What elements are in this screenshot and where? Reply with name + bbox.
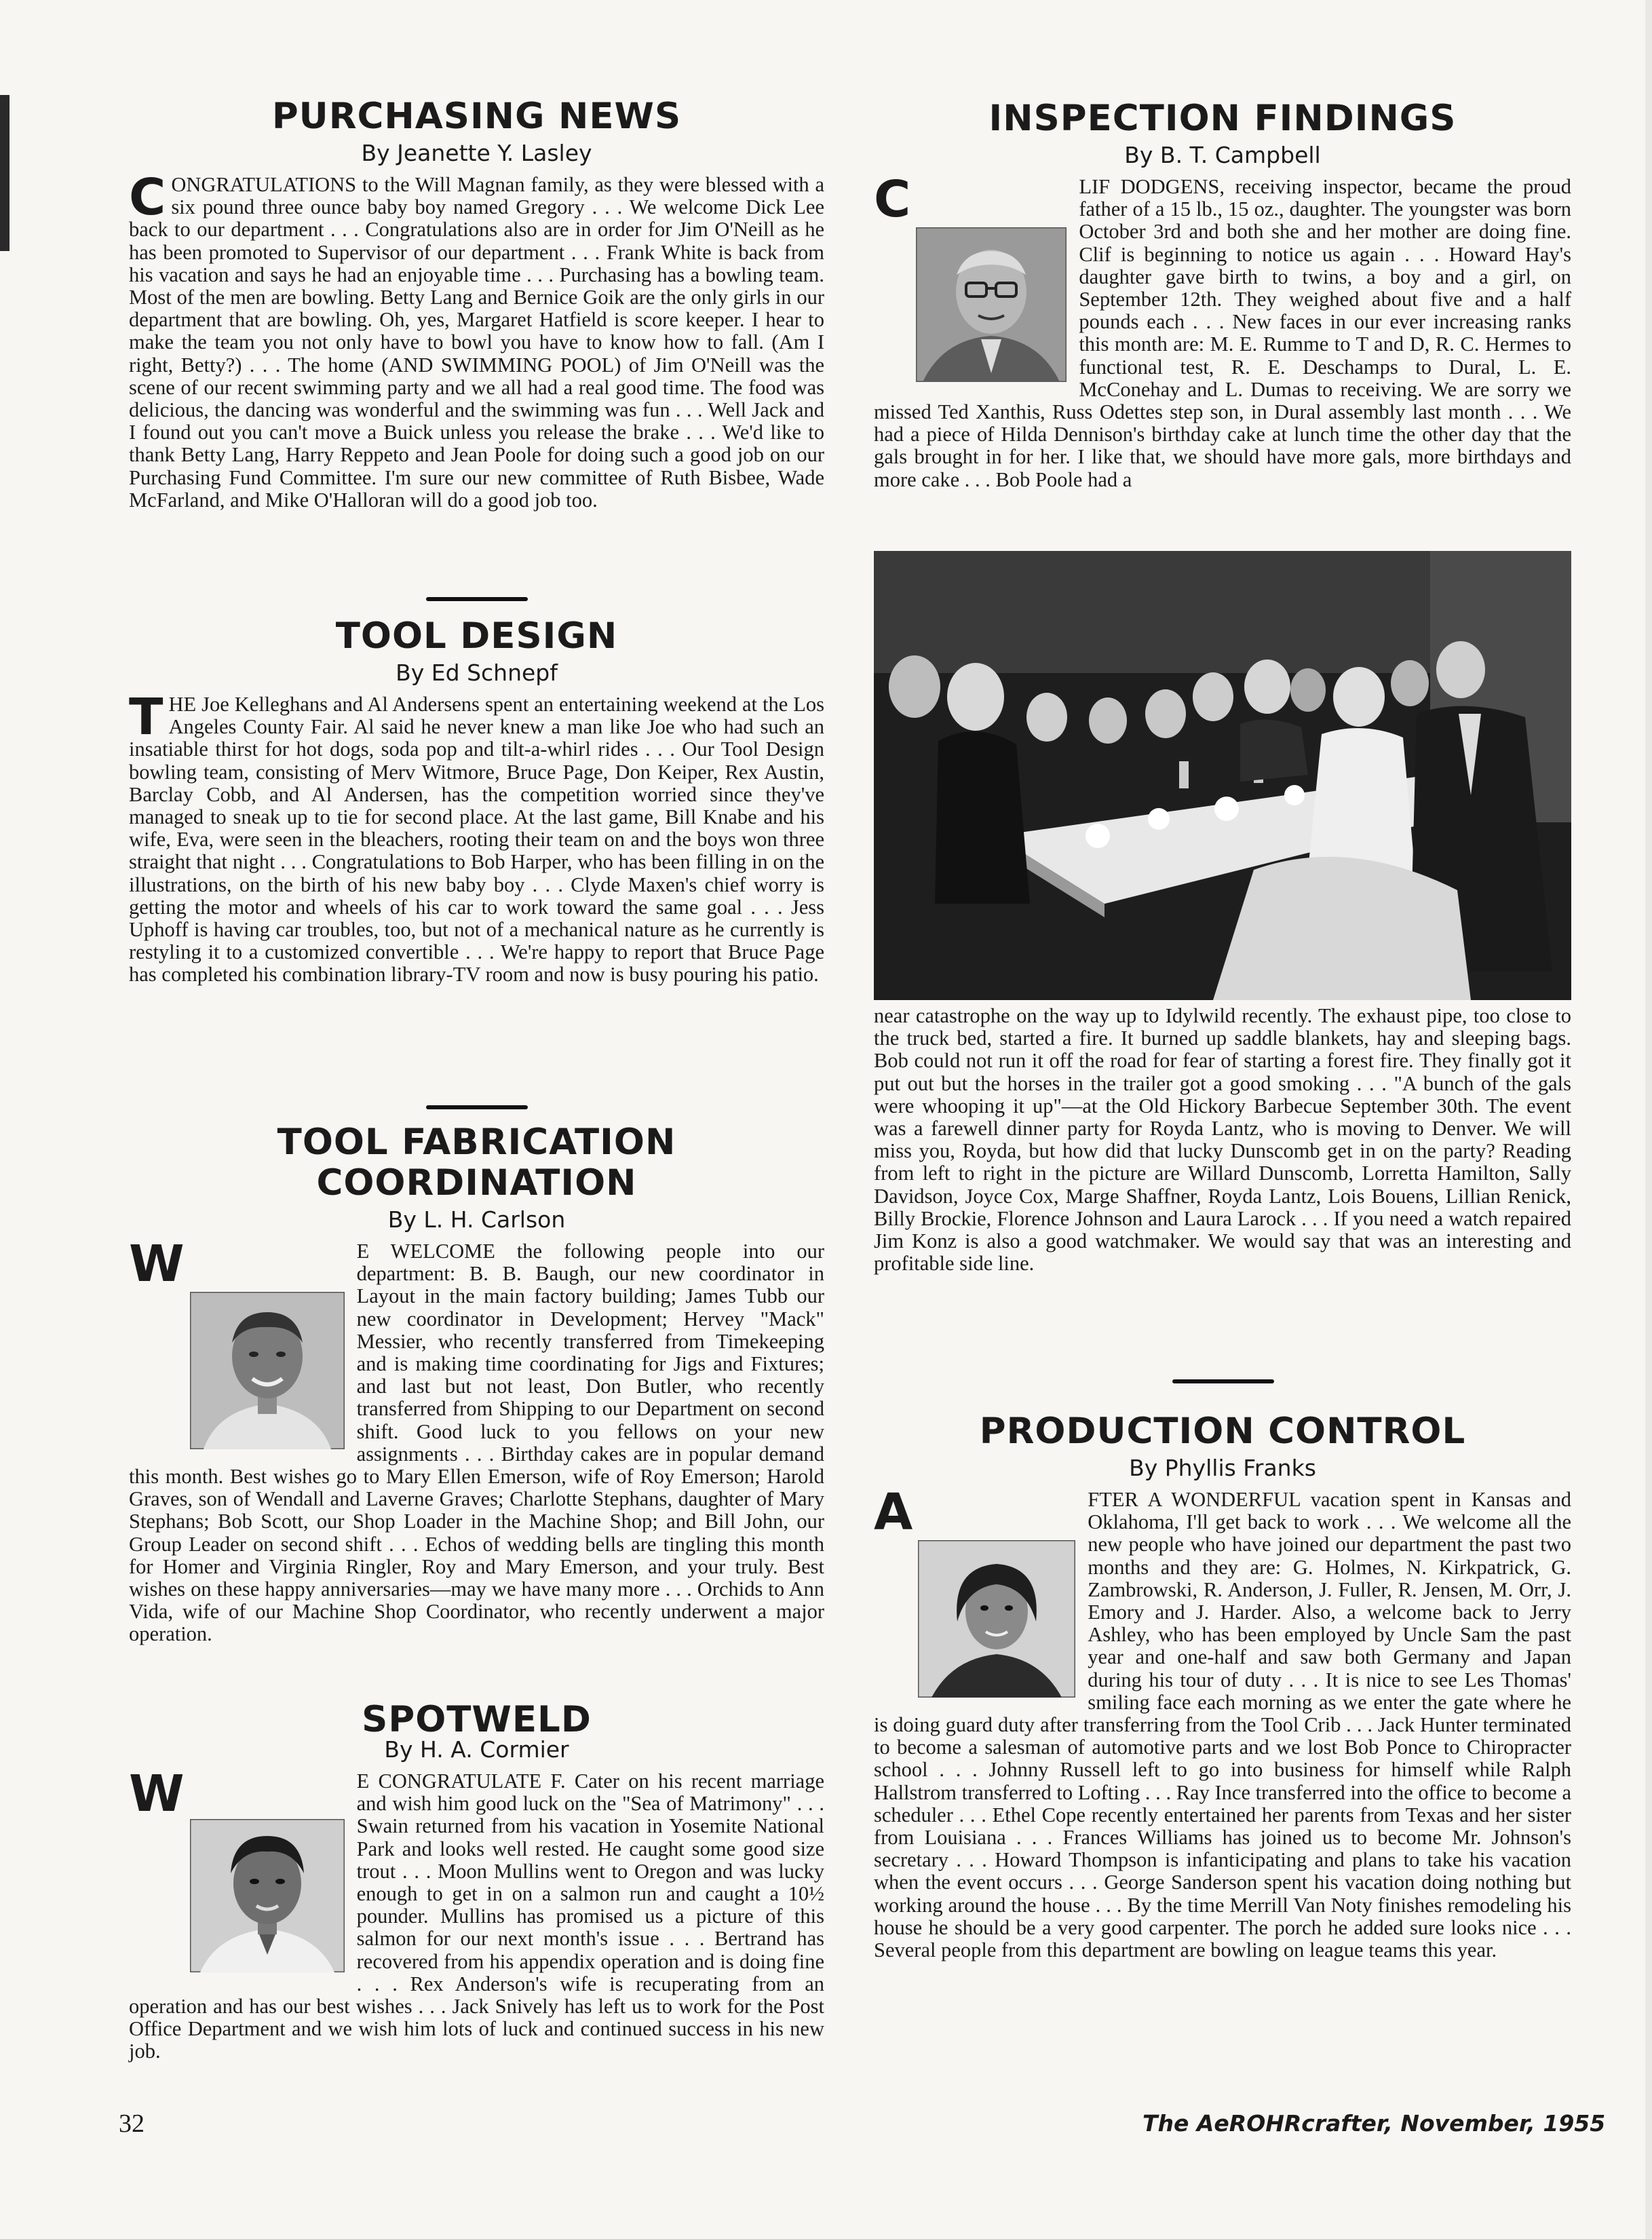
production-control-byline: By Phyllis Franks xyxy=(1129,1455,1316,1481)
production-control-body xyxy=(874,1483,1571,1962)
dropcap: W xyxy=(129,1235,185,1293)
tool-design-text: HE Joe Kelleghans and Al Andersens spent an entertaining weekend at the Los Angeles County Fair. Al said he never knew a man like Joe who had such an insatiable thirst for hot dogs, soda pop and tilt-a-whirl rides . . . Our Tool Design bowling team, consisting of Merv Witmore, Bruce Page, Don Keiper, Rex Austin, Barclay Cobb, and Al Andersen, has the competition worried since they've managed to sneak up to tie for second place. At the last game, Bill Knabe and his wife, Eva, were seen in the bleachers, rooting their team on and the boys won three straight that night . . . Congratulations to Bob Harper, who has been filling in on the illustrations, on the birth of his new baby boy . . . Clyde Maxen's chief worry is getting the motor and wheels of his car to work toward the same goal . . . Jess Uphoff is having car troubles, too, but not of a mechanical nature as he currently is restyling it to a customized convertible . . . We're happy to report that Bruce Page has completed his combination library-TV room and now is busy pouring his patio. xyxy=(129,693,824,987)
portrait-man-smiling-image xyxy=(190,1292,345,1449)
portrait-photo xyxy=(190,1292,345,1449)
inspection-findings-body xyxy=(874,170,1571,491)
production-control-text: FTER A WONDERFUL vacation spent in Kansas and Oklahoma, I'll get back to work . . . We welcome all the new people who have joined our department the past two months and they are: G. Holmes, N. Kirkpatrick, G. Zambrowski, R. Anderson, J. Fuller, R. Jensen, M. Orr, J. Emory and J. Harder. Also, a welcome back to Jerry Ashley, who has been employed by Uncle Sam the past year and one-half and saw both Germany and Japan during his tour of duty . . . It is nice to see Les Thomas' smiling face each morning as we enter the gate where he is doing guard duty after transferring from the Tool Crib . . . Jack Hunter terminated to become a salesman of automotive parts and we lost Bob Ponce to Chiropracter school . . . Johnny Russell left to go into business for himself while Ralph Hallstrom transferred to Lofting . . . Ray Ince transferred into the office to become a scheduler . . . Ethel Cope recently entertained her parents from Texas and her sister from Louisiana . . . Frances Williams has joined us to become Mr. Johnson's secretary . . . Howard Thompson is infanticipating and plans to take his vacation when the event occurs . . . George Sanderson spent his vacation doing nothing but working around the house . . . By the time Merrill Van Noty finishes remodeling his house he should be a very good carpenter. The porch he added sure looks nice . . . Several people from this department are bowling on league teams this year. xyxy=(874,1488,1571,1962)
tool-fabrication-section xyxy=(129,1122,824,1646)
dropcap: T xyxy=(129,688,164,746)
dropcap: C xyxy=(874,170,911,229)
spotweld-text: E CONGRATULATE F. Cater on his recent marriage and wish him good luck on the "Sea of Matrimony" . . . Swain returned from his vacation in Yosemite National Park and looks well rested. He caught some good size trout . . . Moon Mullins went to Oregon and was lucky enough to get in on a salmon run and caught a 10½ pounder. Mullins has promised us a picture of this salmon for our next month's issue . . . Bertrand has recovered from his appendix operation and is doing fine . . . Rex Anderson's wife is recuperating from an operation and has our best wishes . . . Jack Snively has left us to work for the Post Office Department and we wish him lots of luck and continued success in his new job. xyxy=(129,1769,824,2063)
inspection-findings-continued xyxy=(874,1005,1571,1275)
purchasing-news-body xyxy=(129,168,824,512)
tool-fabrication-heading-line1: TOOL FABRICATION xyxy=(277,1122,676,1163)
purchasing-news-byline: By Jeanette Y. Lasley xyxy=(361,140,592,166)
dropcap: W xyxy=(129,1765,185,1823)
portrait-photo xyxy=(190,1819,345,1972)
dropcap: A xyxy=(874,1483,913,1542)
tool-design-body xyxy=(129,688,824,987)
purchasing-news-heading: PURCHASING NEWS xyxy=(271,96,682,137)
tool-fabrication-text: E WELCOME the following people into our department: B. B. Baugh, our new coordinator in Layout in the main factory building; James Tubb our new coordinator in Development; Hervey "Mack" Messier, who recently transferred from Timekeeping and is making time coordinating for Jigs and Fixtures; and last but not least, Don Butler, who recently transferred from Shipping to our Department on second shift. Good luck to you fellows on your new assignments . . . Birthday cakes are in popular demand this month. Best wishes go to Mary Ellen Emerson, wife of Roy Emerson; Harold Graves, son of Wendall and Laverne Graves; Charlotte Stephans, daughter of Mary Stephans; Bob Scott, our Shop Loader in the Machine Shop; and Bill John, our Group Leader on second shift . . . Echos of wedding bells are tingling this month for Homer and Virginia Ringler, Roy and Mary Emerson, and your truly. Best wishes on these happy anniversaries—may we have many more . . . Orchids to Ann Vida, wife of our Machine Shop Coordinator, who recently underwent a major operation. xyxy=(129,1240,824,1646)
production-control-section xyxy=(874,1411,1571,1961)
tool-design-section xyxy=(129,616,824,987)
inspection-findings-byline: By B. T. Campbell xyxy=(1124,142,1321,168)
spotweld-body xyxy=(129,1765,824,2063)
portrait-photo xyxy=(916,227,1067,382)
spotweld-byline: By H. A. Cormier xyxy=(384,1736,569,1763)
group-photo xyxy=(874,551,1571,1000)
inspection-findings-section xyxy=(874,98,1571,491)
magazine-credit: The AeROHRcrafter, November, 1955 xyxy=(1142,2110,1606,2137)
portrait-photo xyxy=(918,1540,1075,1698)
scan-edge-left xyxy=(0,95,9,251)
section-divider xyxy=(1172,1379,1274,1383)
tool-fabrication-byline: By L. H. Carlson xyxy=(387,1206,566,1233)
inspection-findings-text-part1: LIF DODGENS, receiving inspector, became the proud father of a 15 lb., 15 oz., daughter. The youngster was born October 3rd and both she and her mother are doing fine. Clif is beginning to notice us again . . . Howard Hay's daughter gave birth to twins, a boy and a girl, on September 12th. They weighed about five and a half pounds each . . . New faces in our ever increasing ranks this month are: M. E. Rumme to T and D, R. C. Hermes to functional test, R. E. Deschamps to Dural, L. E. McConehay and L. Dumas to receiving. We are sorry we missed Ted Xanthis, Russ Odettes step son, in Dural assembly last month . . . We had a piece of Hilda Dennison's birthday cake at lunch time the other day that the gals brought in for her. I like that, we should have more gals, more birthdays and more cake . . . Bob Poole had a xyxy=(874,175,1571,491)
page-number: 32 xyxy=(119,2109,145,2138)
inspection-findings-text-part2: near catastrophe on the way up to Idylwild recently. The exhaust pipe, too close to the truck bed, started a fire. It burned up saddle blankets, hay and sleeping bags. Bob could not run it off the road for fear of starting a forest fire. They finally got it put out but the horses in the trailer got a good smoking . . . "A bunch of the gals were whooping it up"—at the Old Hickory Barbecue September 30th. The event was a farewell dinner party for Royda Lantz, who is moving to Denver. We will miss you, Royda, but how did that lucky Dunscomb get in on the party? Reading from left to right in the picture are Willard Dunscomb, Lorretta Hamilton, Sally Davidson, Joyce Cox, Marge Shaffner, Royda Lantz, Lois Bouens, Lillian Renick, Billy Brockie, Florence Johnson and Laura Larock . . . If you need a watch repaired Jim Konz is also a good watchmaker. We would say that was an interesting and profitable side line. xyxy=(874,1004,1571,1276)
tool-fabrication-body xyxy=(129,1235,824,1646)
production-control-heading: PRODUCTION CONTROL xyxy=(979,1411,1466,1452)
tool-fabrication-heading-line2: COORDINATION xyxy=(316,1162,637,1204)
inspection-findings-heading: INSPECTION FINDINGS xyxy=(988,98,1457,139)
section-divider xyxy=(426,1105,528,1109)
purchasing-news-text: ONGRATULATIONS to the Will Magnan family, as they were blessed with a six pound three ounce baby boy named Gregory . . . We welcome Dick Lee back to our department . . . Congratulations also are in order for Jim O'Neill as he has been promoted to Supervisor of our department . . . Frank White is back from his vacation and says he had an enjoyable time . . . Purchasing has a bowling team. Most of the men are bowling. Betty Lang and Bernice Goik are the only girls in our department that are bowling. Oh, yes, Margaret Hatfield is score keeper. I hear to make the team you not only have to bowl you have to know how to fall. (Am I right, Betty?) . . . The home (AND SWIMMING POOL) of Jim O'Neill was the scene of our recent swimming party and we all had a real good time. The food was delicious, the dancing was wonderful and the swimming was fun . . . Well Jack and I found out you can't move a Buick unless you release the brake . . . We'd like to thank Betty Lang, Harry Reppeto and Jean Poole for doing such a good job on our Purchasing Fund Committee. I'm sure our new committee of Ruth Bisbee, Wade McFarland, and Mike O'Halloran will do a good job too. xyxy=(129,173,824,512)
spotweld-section xyxy=(129,1700,824,2063)
portrait-woman-image xyxy=(918,1540,1075,1698)
tool-design-heading: TOOL DESIGN xyxy=(335,615,618,657)
scan-edge-right xyxy=(1645,0,1652,2239)
dinner-party-group-image xyxy=(874,551,1571,1000)
section-divider xyxy=(426,597,528,601)
spotweld-heading: SPOTWELD xyxy=(362,1699,592,1740)
purchasing-news-section xyxy=(129,96,824,512)
dropcap: C xyxy=(129,168,166,227)
portrait-man-glasses-image xyxy=(916,227,1067,382)
portrait-young-man-image xyxy=(190,1819,345,1972)
tool-design-byline: By Ed Schnepf xyxy=(396,659,558,686)
